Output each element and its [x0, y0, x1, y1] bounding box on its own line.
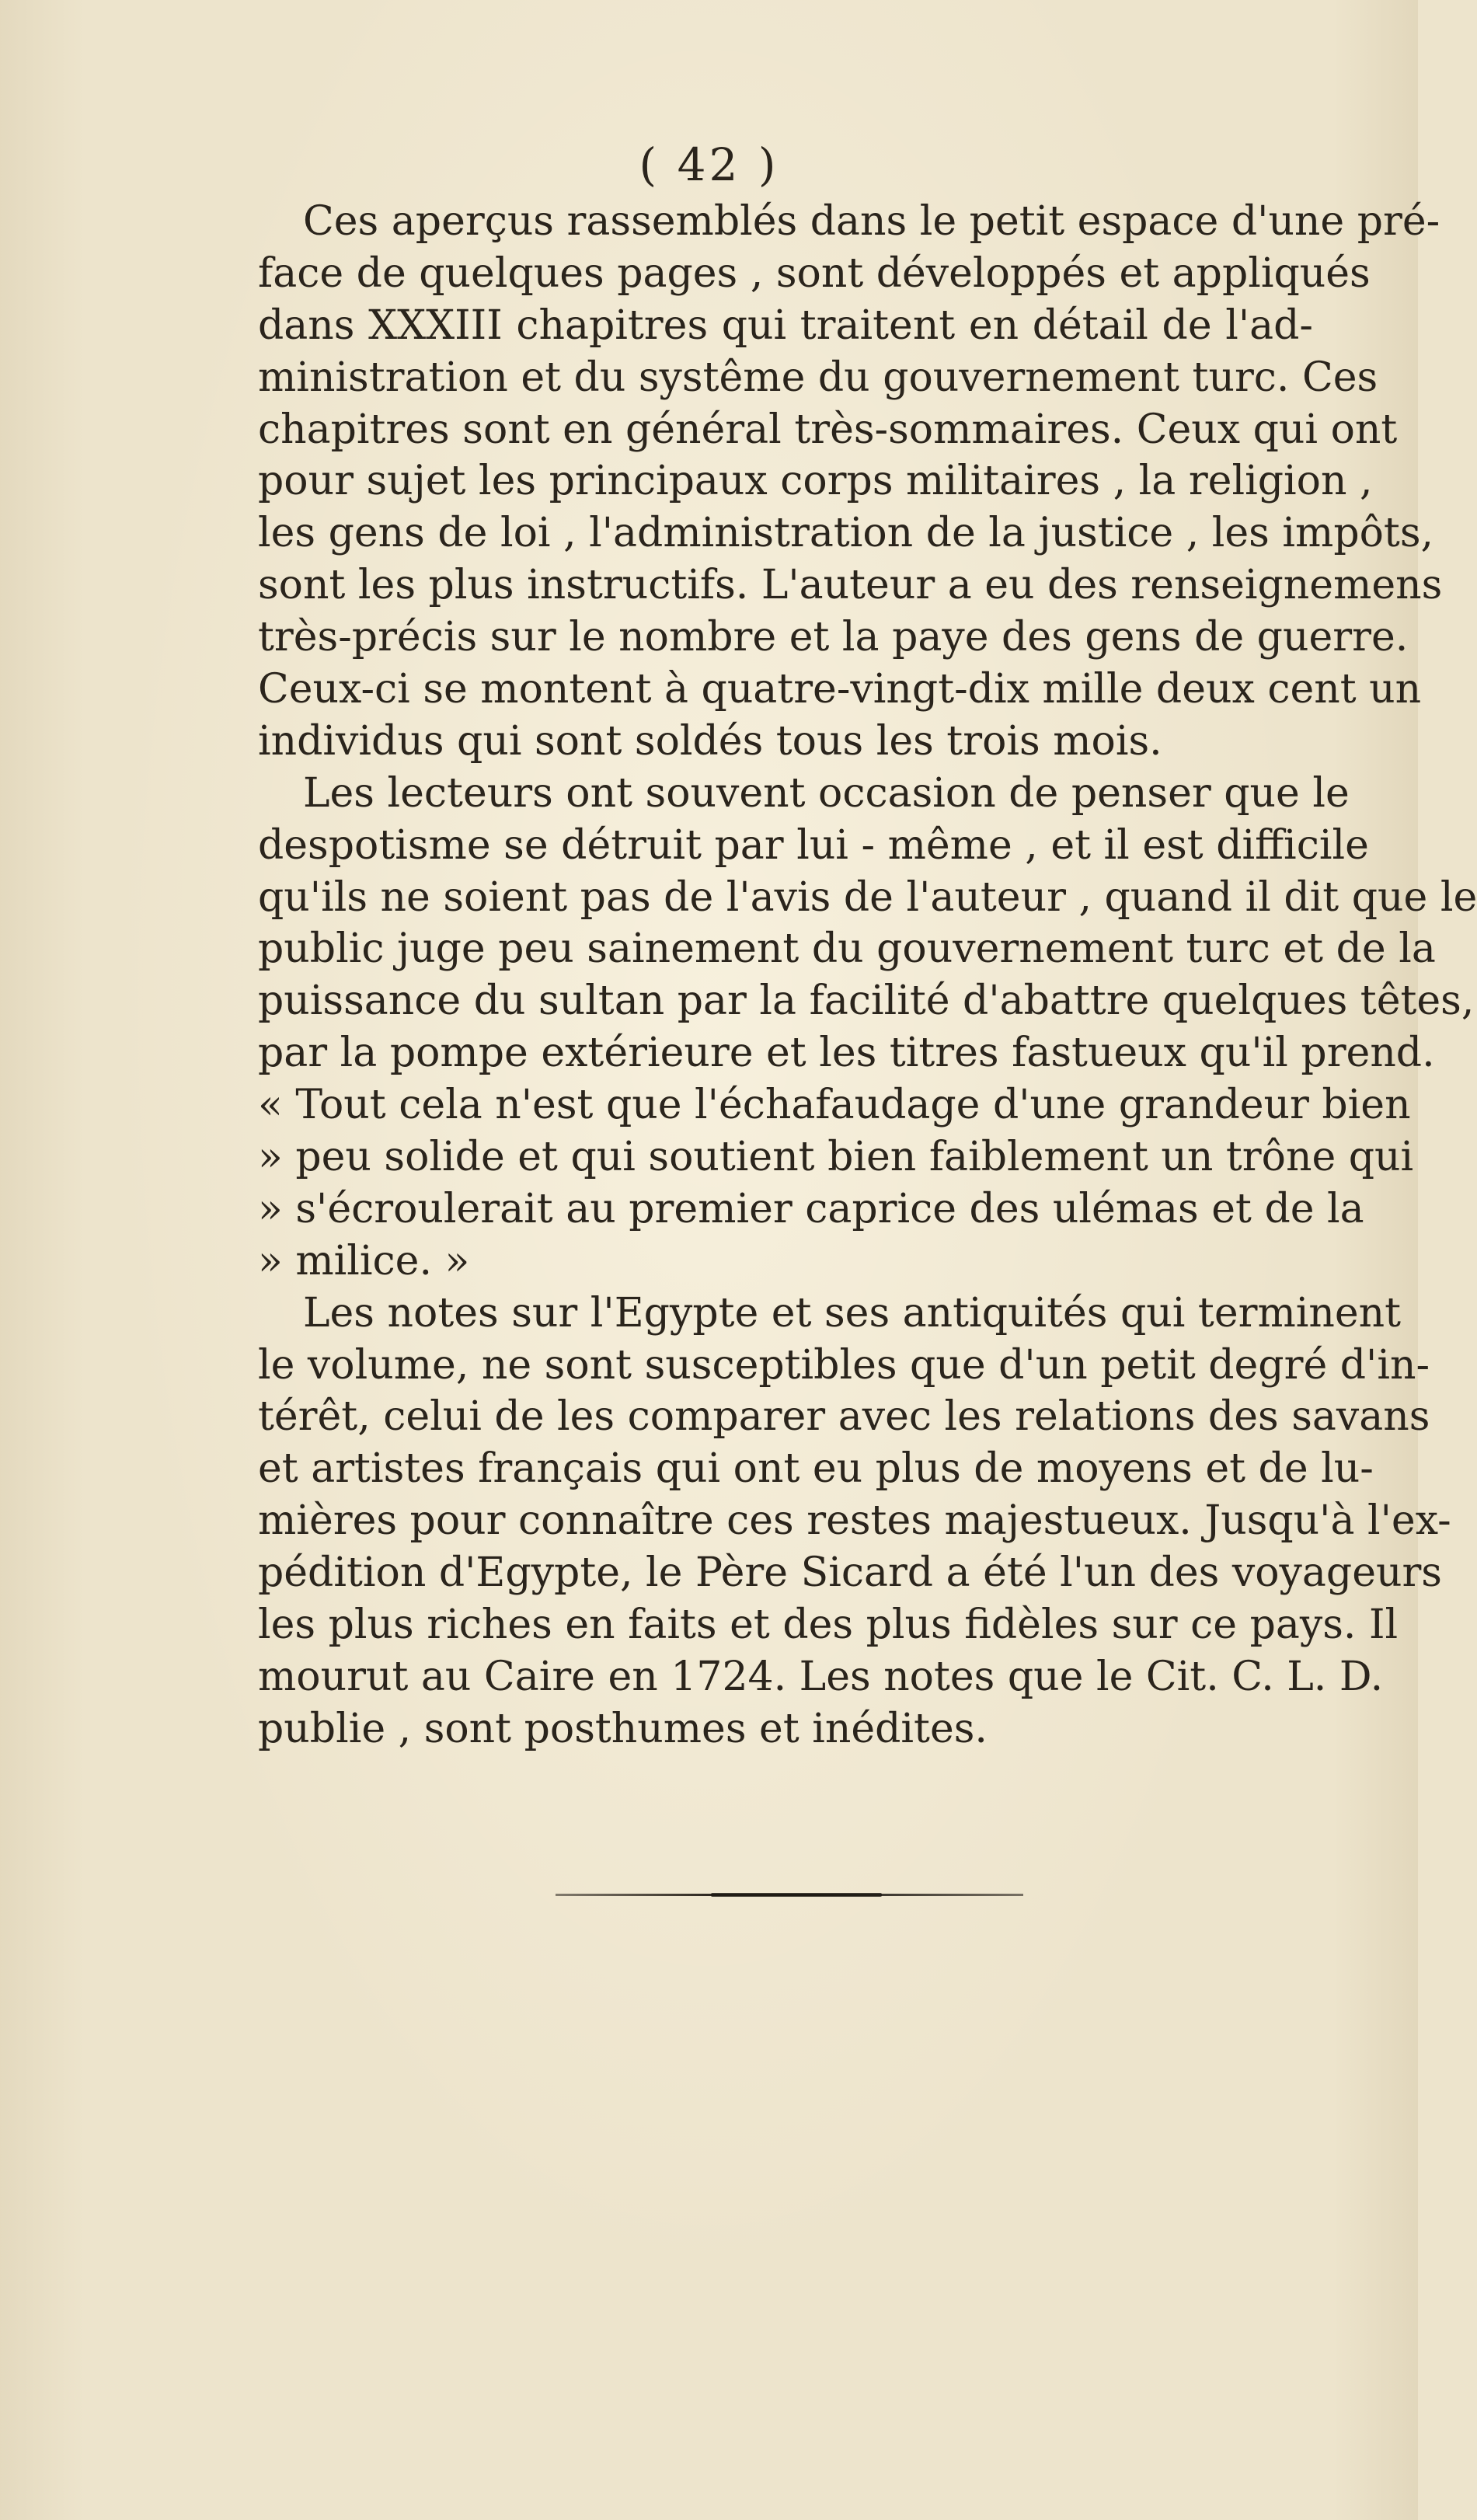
- text-line: « Tout cela n'est que l'échafaudage d'une grandeur bien: [258, 1082, 1411, 1129]
- text-line: puissance du sultan par la facilité d'abattre quelques têtes,: [258, 978, 1475, 1025]
- text-line: par la pompe extérieure et les titres fastueux qu'il prend.: [258, 1030, 1435, 1077]
- text-line: publie , sont posthumes et inédites.: [258, 1705, 988, 1752]
- text-line: dans XXXIII chapitres qui traitent en détail de l'ad-: [258, 301, 1313, 349]
- text-line: Ceux-ci se montent à quatre-vingt-dix mille deux cent un: [258, 666, 1422, 713]
- text-line: Les notes sur l'Egypte et ses antiquités qui terminent: [303, 1289, 1402, 1337]
- paragraph-egypt-notes: [258, 1288, 1451, 1755]
- text-line: mourut au Caire en 1724. Les notes que le Cit. C. L. D.: [258, 1653, 1384, 1700]
- text-line: et artistes français qui ont eu plus de moyens et de lu-: [258, 1445, 1374, 1493]
- text-line: » peu solide et qui soutient bien faiblement un trône qui: [258, 1134, 1414, 1181]
- text-line: chapitres sont en général très-sommaires. Ceux qui ont: [258, 406, 1398, 453]
- text-line: public juge peu sainement du gouvernement turc et de la: [258, 925, 1436, 973]
- page-number: ( 42 ): [639, 138, 779, 191]
- text-line: le volume, ne sont susceptibles que d'un petit degré d'in-: [258, 1341, 1430, 1389]
- text-line: les plus riches en faits et des plus fidèles sur ce pays. Il: [258, 1602, 1399, 1649]
- text-line: térêt, celui de les comparer avec les relations des savans: [258, 1393, 1430, 1441]
- paragraph-preface-summary: [258, 196, 1443, 768]
- text-line: sont les plus instructifs. L'auteur a eu des renseignemens: [258, 562, 1443, 609]
- text-line: pédition d'Egypte, le Père Sicard a été l'un des voyageurs: [258, 1549, 1442, 1597]
- text-line: qu'ils ne soient pas de l'avis de l'auteur , quand il dit que le: [258, 873, 1477, 921]
- paragraph-despotism: [258, 768, 1477, 1288]
- text-line: » s'écroulerait au premier caprice des ulémas et de la: [258, 1185, 1364, 1232]
- text-line: despotisme se détruit par lui - même , et il est difficile: [258, 821, 1369, 869]
- section-divider-rule: [556, 1894, 1023, 1896]
- text-line: » milice. »: [258, 1237, 470, 1284]
- text-line: pour sujet les principaux corps militaires , la religion ,: [258, 458, 1373, 505]
- text-line: face de quelques pages , sont développés et appliqués: [258, 249, 1371, 297]
- text-line: ministration et du systême du gouvernement turc. Ces: [258, 354, 1378, 401]
- text-line: Ces aperçus rassemblés dans le petit espace d'une pré-: [303, 198, 1440, 245]
- text-line: mières pour connaître ces restes majestueux. Jusqu'à l'ex-: [258, 1497, 1451, 1545]
- text-line: les gens de loi , l'administration de la justice , les impôts,: [258, 510, 1434, 557]
- text-line: très-précis sur le nombre et la paye des gens de guerre.: [258, 614, 1409, 661]
- text-line: individus qui sont soldés tous les trois mois.: [258, 717, 1162, 765]
- text-line: Les lecteurs ont souvent occasion de penser que le: [303, 769, 1350, 817]
- body-text: [258, 196, 1477, 1755]
